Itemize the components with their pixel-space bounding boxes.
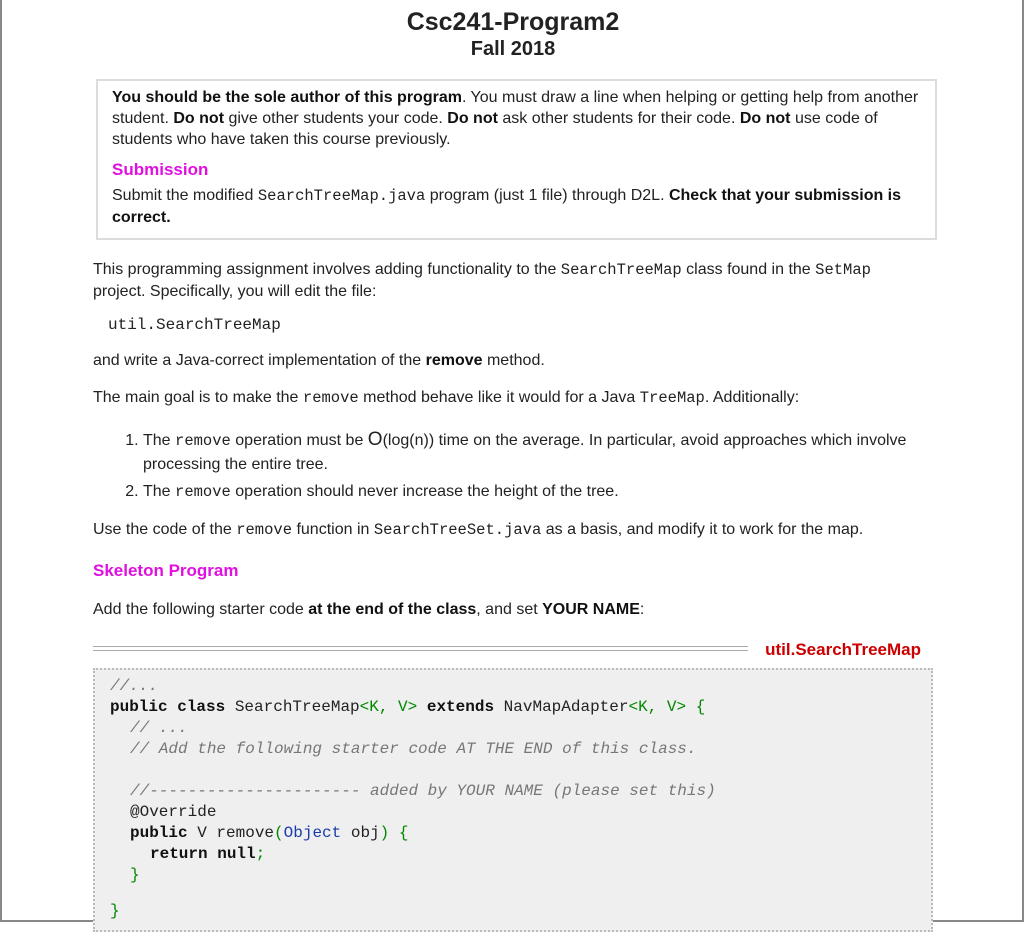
implementation-paragraph: and write a Java-correct implementation of the remove method. xyxy=(93,352,545,369)
code-line: public V remove(Object obj) { xyxy=(130,824,409,842)
list-item: 1. The remove operation must be O(log(n)) time on the average. In particular, avoid approaches which involve processing the entire tree. xyxy=(143,428,933,476)
code-line: // ... xyxy=(130,719,188,737)
code-line: // Add the following starter code AT THE END of this class. xyxy=(130,740,697,758)
code-line: public class SearchTreeMap<K, V> extends NavMapAdapter<K, V> { xyxy=(110,698,706,716)
skeleton-heading: Skeleton Program xyxy=(93,561,239,580)
notice-box xyxy=(96,79,937,240)
requirements-list xyxy=(93,428,933,508)
code-file-label: util.SearchTreeMap xyxy=(765,640,921,659)
file-path: util.SearchTreeMap xyxy=(108,316,281,334)
submission-text: Submit the modified SearchTreeMap.java program (just 1 file) through D2L. Check that your submission is correct. xyxy=(112,187,902,226)
window-left-border xyxy=(0,0,2,922)
page-subtitle: Fall 2018 xyxy=(470,38,556,60)
intro-paragraph: This programming assignment involves adding functionality to the SearchTreeMap class found in the SetMap project. Specifically, you will edit the file: xyxy=(93,261,871,300)
basis-paragraph: Use the code of the remove function in SearchTreeSet.java as a basis, and modify it to work for the map. xyxy=(93,521,864,539)
code-line: } xyxy=(130,866,140,884)
list-item: 2. The remove operation should never increase the height of the tree. xyxy=(143,480,933,504)
code-line: //... xyxy=(110,677,159,695)
academic-integrity-text: You should be the sole author of this program. You must draw a line when helping or getting help from another student. Do not give other students your code. Do not ask other students for their code. Do not use code of students who have taken this course previously. xyxy=(112,89,919,148)
page-title: Csc241-Program2 xyxy=(406,8,620,36)
code-header xyxy=(93,640,931,660)
code-line: //---------------------- added by YOUR NAME (please set this) xyxy=(130,782,716,800)
code-block xyxy=(93,668,933,932)
code-line: } xyxy=(110,902,120,920)
code-line: return null; xyxy=(150,845,266,863)
code-line: @Override xyxy=(130,803,217,821)
horizontal-rule xyxy=(93,646,748,651)
submission-heading: Submission xyxy=(112,160,209,179)
goal-paragraph: The main goal is to make the remove method behave like it would for a Java TreeMap. Additionally: xyxy=(93,389,800,407)
starter-instructions: Add the following starter code at the end of the class, and set YOUR NAME: xyxy=(93,601,645,618)
